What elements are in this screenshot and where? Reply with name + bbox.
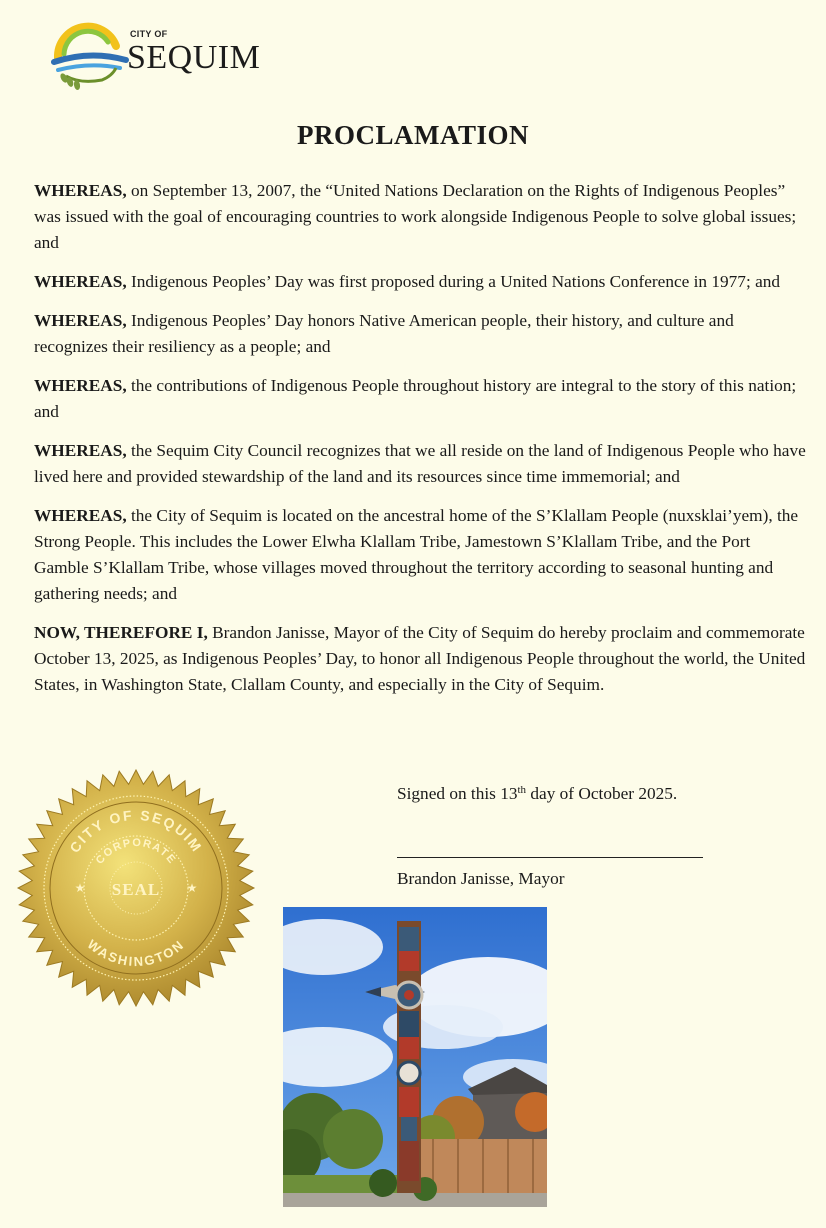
document-title: PROCLAMATION [297, 120, 529, 150]
signer-name: Brandon Janisse, Mayor [397, 869, 565, 888]
whereas-clause-1: WHEREAS, on September 13, 2007, the “United Nations Declaration on the Rights of Indigenous Peoples” was issued with the goal of encouraging countries to work alongside Indigenous People to solve global issues; and [34, 181, 797, 252]
logo-emblem-icon [50, 18, 130, 93]
whereas-clause-3: WHEREAS, Indigenous Peoples’ Day honors Native American people, their history, and culture and recognizes their resiliency as a people; and [34, 311, 734, 356]
proclamation-clause: NOW, THEREFORE I, Brandon Janisse, Mayor of the City of Sequim do hereby proclaim and commemorate October 13, 2025, as Indigenous Peoples’ Day, to honor all Indigenous People throughout the world, the United States, in Washington State, Clallam County, and especially in the City of Sequim. [34, 623, 806, 694]
seal-star-left-icon: ★ [74, 881, 86, 895]
signed-date: Signed on this 13th day of October 2025. [397, 784, 678, 803]
whereas-clause-6: WHEREAS, the City of Sequim is located on the ancestral home of the S’Klallam People (nuxsklai’yem), the Strong People. This includes the Lower Elwha Klallam Tribe, Jamestown S’Klallam Tribe, and the Port Gamble S’Klallam Tribe, whose villages moved throughout the territory according to seasonal hunting and gathering needs; and [34, 506, 799, 603]
totem-pole-photo [283, 907, 547, 1207]
seal-star-right-icon: ★ [186, 881, 198, 895]
seal-top-text: CITY OF SEQUIM [66, 806, 206, 856]
whereas-clause-2: WHEREAS, Indigenous Peoples’ Day was first proposed during a United Nations Conference in 1977; and [34, 272, 781, 291]
whereas-clause-4: WHEREAS, the contributions of Indigenous People throughout history are integral to the story of this nation; and [34, 376, 797, 421]
seal-center-text: SEAL [111, 880, 161, 899]
proclamation-body [34, 178, 806, 711]
logo-city-name: SEQUIM [127, 39, 261, 76]
seal-middle-text: CORPORATE [93, 836, 179, 867]
logo-city-of: CITY OF [130, 29, 168, 39]
seal-bottom-text: WASHINGTON [84, 936, 188, 970]
city-logo [50, 18, 280, 93]
signature-line [397, 857, 703, 858]
whereas-clause-5: WHEREAS, the Sequim City Council recognizes that we all reside on the land of Indigenous People who have lived here and provided stewardship of the land and its resources since time immemorial; and [34, 441, 806, 486]
corporate-seal [16, 768, 256, 1008]
